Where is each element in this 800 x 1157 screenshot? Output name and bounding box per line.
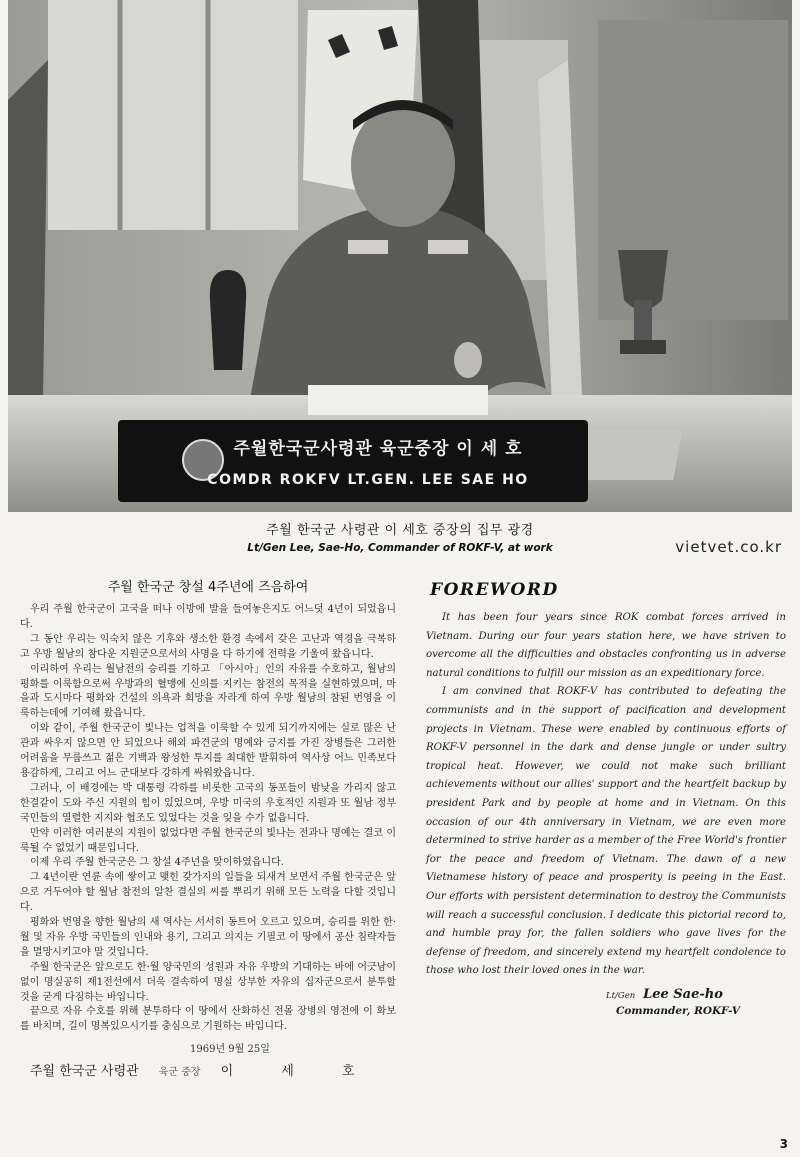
korean-title: 주월 한국군 창설 4주년에 즈음하여 [107,580,309,595]
english-sign-name: Lee Sae-ho [643,986,723,1002]
korean-foreword [20,576,396,1136]
korean-paragraph: 이제 우리 주월 한국군은 그 창설 4주년을 맞이하였읍니다. [30,857,284,869]
korean-paragraph: 평화와 번영을 향한 월남의 새 역사는 서서히 동트어 오르고 있으며, 승리를 위한 한·월 및 자유 우방 국민들의 인내와 용기, 그리고 의지는 기필코 이 땅에서 공산 침략자들을 멸망시키고야 말 것입니다. [20,917,396,958]
korean-paragraph: 만약 이러한 여러분의 지원이 없었다면 주월 한국군의 빛나는 전과나 명예는 결코 이룩될 수 없었기 때문입니다. [20,827,396,854]
korean-sign-rank: 육군 중장 [158,1067,201,1079]
page-number: 3 [779,1137,788,1151]
korean-paragraph: 끝으로 자유 수호를 위해 분투하다 이 땅에서 산화하신 전몰 장병의 영전에 이 화보를 바치며, 길이 명복있으시기를 충심으로 기원하는 바입니다. [20,1006,396,1033]
korean-body [20,603,396,1035]
photo-caption-korean: 주월 한국군 사령관 이 세호 중장의 집무 광경 [266,523,534,538]
korean-signature [20,1060,396,1079]
watermark: vietvet.co.kr [675,538,782,556]
english-body [426,609,786,981]
english-foreword [426,580,786,1140]
korean-sign-title: 주월 한국군 사령관 [30,1064,139,1080]
korean-paragraph: 주월 한국군은 앞으로도 한·월 양국민의 성원과 자유 우방의 기대하는 바에 어긋남이 없이 명실공히 제1전선에서 더욱 결속하여 명실 상부한 자유의 십자군으로서 분투할 것을 굳게 다짐하는 바입니다. [20,961,396,1003]
korean-paragraph: 이리하여 우리는 월남전의 승리를 기하고 「아시아」인의 자유를 수호하고, 월남의 평화를 이룩함으로써 우방과의 혈맹에 신의를 지키는 참전의 목적을 실현하였으며, 마을과 도시마다 평화와 건설의 의욕과 희망을 자라게 하여 우방 월남의 참된 번영을 이룩하는데에 기여해 왔읍니다. [20,663,396,720]
commander-photo [8,0,792,512]
korean-paragraph: 그러나, 이 배경에는 박 대통령 각하를 비롯한 고국의 동포들이 밤낮을 가리지 않고 한결같이 도와 주신 지원의 힘이 있었으며, 우방 미국의 우호적인 지원과 또 월남 정부 국민들의 열렬한 지지와 협조도 있었다는 것을 잊을 수가 없읍니다. [20,782,396,824]
english-sign-rank: Lt/Gen [606,990,636,1001]
english-signature [426,987,786,1002]
english-paragraph: I am convined that ROKF-V has contributed to defeating the communists and in the support of pacification and development projects in Vietnam. These were enabled by continuous efforts of ROKF-V personnel in the dark and dense jungle or under sultry tropical heat. However, we could not make such brilliant achievements without our allies' support and the heartfelt backup by president Park and by people at home and in Vietnam. On this occasion of our 4th anniversary in Vietnam, we are even more determined to strive harder as a member of the Free World's frontier for the peace and freedom of Vietnam. The dawn of a new Vietnamese history of peace and prosperity is peeing in the East. Our efforts with persistent determination to destroy the Communists will reach a successful conclusion. I dedicate this pictorial record to, and humble pray for, the fallen soldiers who gave lives for the defense of freedom, and sincerely extend my heartfelt condolence to those who lost their loved ones in the war. [426,686,786,977]
photo-caption-english: Lt/Gen Lee, Sae-Ho, Commander of ROKF-V, at work [247,542,553,554]
english-paragraph: It has been four years since ROK combat forces arrived in Vietnam. During our four years station here, we have striven to overcome all the difficulties and obstacles confronting us in adverse natural conditions to fulfill our mission as an expeditionary force. [426,612,786,679]
nameplate-korean: 주월한국군사령관 육군중장 이 세 호 [233,439,523,459]
korean-paragraph: 그 4년이란 연륜 속에 쌓이고 맺힌 갖가지의 일들을 되새겨 보면서 주월 한국군은 앞으로 거두어야 할 월남 참전의 알찬 결실의 씨를 뿌리기 위해 모든 노력을 다할 것입니다. [20,872,396,914]
korean-sign-name: 이 세 호 [220,1064,377,1080]
english-sign-role: Commander, ROKF-V [616,1004,740,1017]
korean-paragraph: 그 동안 우리는 익숙치 않은 기후와 생소한 환경 속에서 갖은 고난과 역경을 극복하고 우방 월남의 참다운 지원군으로서의 사명을 다 하기에 전력을 기울여 왔읍니다. [20,633,396,660]
korean-paragraph: 이와 같이, 주월 한국군이 빛나는 업적을 이룩할 수 있게 되기까지에는 실로 많은 난관과 싸우지 않으면 안 되었으나 해외 파견군의 명예와 긍지를 가진 장병들은 그러한 어려움을 무릅쓰고 젊은 기백과 왕성한 투지를 최대한 발휘하여 역사상 어느 민족보다 용감하게, 그리고 어느 군대보다 강하게 싸워왔읍니다. [20,723,396,779]
english-title: FOREWORD [430,580,559,600]
korean-date: 1969년 9월 25일 [190,1044,270,1056]
korean-paragraph: 우리 주월 한국군이 고국을 떠나 이방에 발을 들여놓은지도 어느덧 4년이 되었읍니다. [20,604,396,630]
nameplate-english: COMDR ROKFV LT.GEN. LEE SAE HO [207,472,529,488]
